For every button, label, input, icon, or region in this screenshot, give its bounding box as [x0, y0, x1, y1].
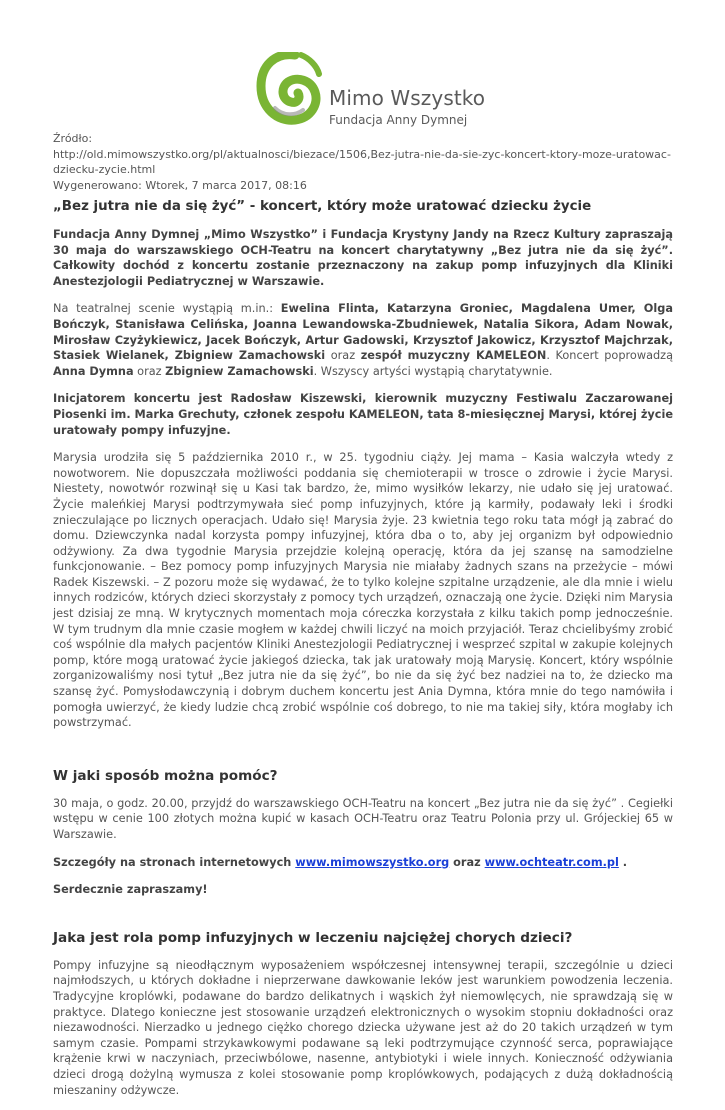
details-paragraph: Szczegóły na stronach internetowych www.mimowszystko.org oraz www.ochteatr.com.pl . — [53, 855, 628, 869]
story-paragraph: Marysia urodziła się 5 października 2010 r., w 25. tygodniu ciąży. Jej mama – Kasia walczyła wtedy z nowotworem. Nie dopuszczała możliwości poddania się chemioterapii w trosce o zdrowie i życie Marysi. Niestety, nowotwór rozwinął się u Kasi tak bardzo, że, mimo wysiłków lekarzy, nie udało się jej uratować. Życie maleńkiej Marysi podtrzymywała sieć pomp infuzyjnych, które ją karmiły, podawały leki i środki znieczulające po licznych operacjach. Udało się! Marysia żyje. 23 kwietnia tego roku tata mógł ją zabrać do domu. Dziewczynka nadal korzysta pompy infuzyjnej, która dba o to, aby jej organizm był odpowiednio odżywiony. Za dwa tygodnie Marysia przejdzie kolejną operację, która da jej szansę na samodzielne funkcjonowanie. – Bez pomocy pomp infuzyjnych Marysia nie miałaby żadnych szans na przeżycie – mówi Radek Kiszewski. – Z pozoru może się wydawać, że to tylko kolejne szpitalne urządzenie, ale dla mnie i wielu innych rodziców, których dzieci skorzystały z pomocy tych urządzeń, oznaczają one życie. Dzięki nim Marysia jest dzisiaj ze mną. W krytycznych momentach moja córeczka korzystała z kilku takich pomp jednocześnie. W tym trudnym dla mnie czasie mogłem w każdej chwili liczyć na moich przyjaciół. Teraz chcielibyśmy zrobić coś wspólnie dla małych pacjentów Kliniki Anestezjologii Pediatrycznej i wesprzeć szpital w zakupie kolejnych pomp, które mogą uratować życie jakiegoś dziecka, tak jak uratowały moją Marysię. Koncert, który wspólnie zorganizowaliśmy nosi tytuł „Bez jutra nie da się żyć”, bo nie da się żyć bez nadziei na to, że dziecko ma szansę żyć. Pomysłodawczynią i dobrym duchem koncertu jest Ania Dymna, która mnie do tego namówiła i pomogła uwierzyć, że kiedy ludzie chcą zrobić wspólnie coś dobrego, to nie ma takiej siły, która mogłaby ich powstrzymać. — [53, 451, 673, 730]
performers-names: Ewelina Flinta, Katarzyna Groniec, Magdalena Umer, Olga Bończyk, Stanisława Celińska, Joanna Lewandowska-Zbudniewek, Natalia Sikora, Adam Nowak, Mirosław Czyżykiewicz, Jacek Bończyk, Artur Gadowski, Krzysztof Jakowicz, Krzysztof Majchrzak, Stasiek Wielanek, Zbigniew Zamachowski — [53, 302, 673, 363]
generated-date: Wygenerowano: Wtorek, 7 marca 2017, 08:16 — [53, 178, 307, 192]
logo — [255, 52, 486, 128]
band-name: zespół muzyczny KAMELEON — [360, 349, 547, 363]
help-paragraph: 30 maja, o godz. 20.00, przyjdź do warszawskiego OCH-Teatru na koncert „Bez jutra nie da się żyć” . Cegiełki wstępu w cenie 100 złotych można kupić w kasach OCH-Teatru oraz Teatru Polonia przy ul. Grójeckiej 65 w Warszawie. — [53, 796, 673, 841]
spiral-logo-icon — [255, 52, 323, 128]
link-mimowszystko[interactable]: www.mimowszystko.org — [295, 855, 450, 869]
logo-name: Mimo Wszystko — [329, 86, 486, 110]
link-ochteatr[interactable]: www.ochteatr.com.pl — [484, 855, 619, 869]
initiator-paragraph: Inicjatorem koncertu jest Radosław Kiszewski, kierownik muzyczny Festiwalu Zaczarowanej Piosenki im. Marka Grechuty, członek zespołu KAMELEON, tata 8-miesięcznej Marysi, której życie uratowały pompy infuzyjne. — [53, 392, 673, 437]
help-heading: W jaki sposób można pomóc? — [53, 767, 278, 784]
logo-subtitle: Fundacja Anny Dymnej — [329, 113, 468, 127]
invite-paragraph: Serdecznie zapraszamy! — [53, 883, 208, 897]
host-1: Anna Dymna — [53, 364, 134, 378]
pumps-heading: Jaka jest rola pomp infuzyjnych w leczeniu najciężej chorych dzieci? — [53, 929, 573, 946]
performers-paragraph: Na teatralnej scenie wystąpią m.in.: Ewelina Flinta, Katarzyna Groniec, Magdalena Umer, Olga Bończyk, Stanisława Celińska, Joanna Lewandowska-Zbudniewek, Natalia Sikora, Adam Nowak, Mirosław Czyżykiewicz, Jacek Bończyk, Artur Gadowski, Krzysztof Jakowicz, Krzysztof Majchrzak, Stasiek Wielanek, Zbigniew Zamachowski oraz zespół muzyczny KAMELEON. Koncert poprowadzą Anna Dymna oraz Zbigniew Zamachowski. Wszyscy artyści wystąpią charytatywnie. — [53, 302, 674, 378]
article — [53, 131, 673, 1110]
pumps-paragraph: Pompy infuzyjne są nieodłącznym wyposażeniem współczesnej intensywnej terapii, szczególnie u dzieci najmłodszych, u których dokładne i nieprzerwane dawkowanie leków jest warunkiem powodzenia leczenia. Tradycyjne kroplówki, podawane do bardzo delikatnych i wąskich żył niemowlęcych, nie sprawdzają się w praktyce. Dlatego konieczne jest stosowanie urządzeń elektronicznych o wysokim stopniu dokładności oraz niezawodności. Nierzadko u jednego ciężko chorego dziecka używane jest aż do 20 takich urządzeń w tym samym czasie. Pompami strzykawkowymi podawane są leki podtrzymujące czynność serca, poprawiające krążenie krwi w naczyniach, przeciwbólowe, nasenne, antybiotyki i wiele innych. Konieczność odżywiania dzieci drogą dożylną wymusza z kolei stosowanie pomp kroplówkowych, podających z dużą dokładnością mieszaniny odżywcze. — [53, 958, 673, 1097]
source-label: Źródło: — [53, 132, 93, 145]
host-2: Zbigniew Zamachowski — [165, 364, 314, 378]
lead-paragraph: Fundacja Anny Dymnej „Mimo Wszystko” i Fundacja Krystyny Jandy na Rzecz Kultury zapraszają 30 maja do warszawskiego OCH-Teatru na koncert charytatywny „Bez jutra nie da się żyć”. Całkowity dochód z koncertu zostanie przeznaczony na zakup pomp infuzyjnych dla Kliniki Anestezjologii Pediatrycznej w Warszawie. — [53, 228, 673, 288]
source-url: http://old.mimowszystko.org/pl/aktualnosci/biezace/1506,Bez-jutra-nie-da-sie-zyc-koncert-ktory-moze-uratowac-dziecku-zycie.html — [53, 147, 671, 176]
performers-intro: Na teatralnej scenie wystąpią m.in.: — [53, 302, 281, 316]
article-title: „Bez jutra nie da się żyć” - koncert, który może uratować dziecku życie — [53, 199, 592, 214]
meta — [53, 131, 673, 193]
